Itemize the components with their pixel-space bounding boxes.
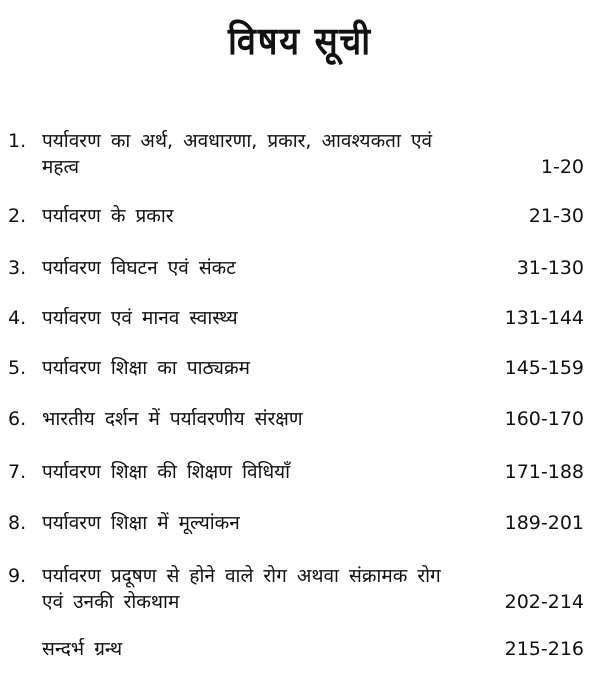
- entry-title: पर्यावरण एवं मानव स्वास्थ्य: [42, 307, 238, 329]
- entry-pages: 160-170: [504, 408, 584, 430]
- entry-title: सन्दर्भ ग्रन्थ: [42, 638, 123, 660]
- entry-pages: 31-130: [516, 257, 584, 279]
- entry-number: 5.: [8, 357, 27, 379]
- entry-number: 4.: [8, 307, 27, 329]
- entry-title: पर्यावरण शिक्षा की शिक्षण विधियाँ: [42, 461, 291, 483]
- entry-pages: 189-201: [504, 512, 584, 534]
- entry-pages: 215-216: [504, 638, 584, 660]
- entry-title: पर्यावरण प्रदूषण से होने वाले रोग अथवा संक्रामक रोग: [42, 565, 441, 587]
- entry-title-continued: महत्व: [42, 156, 80, 178]
- entry-pages: 21-30: [528, 205, 584, 227]
- entry-pages: 145-159: [504, 357, 584, 379]
- entry-pages: 202-214: [504, 591, 584, 613]
- entry-number: 1.: [8, 130, 27, 152]
- entry-number: 6.: [8, 408, 27, 430]
- entry-title: पर्यावरण शिक्षा का पाठ्यक्रम: [42, 357, 250, 379]
- entry-pages: 171-188: [504, 461, 584, 483]
- entry-number: 3.: [8, 257, 27, 279]
- entry-number: 2.: [8, 205, 27, 227]
- entry-title: पर्यावरण के प्रकार: [42, 205, 174, 227]
- entry-number: 8.: [8, 512, 27, 534]
- entry-title: भारतीय दर्शन में पर्यावरणीय संरक्षण: [42, 408, 303, 430]
- entry-pages: 131-144: [504, 307, 584, 329]
- entry-title: पर्यावरण का अर्थ, अवधारणा, प्रकार, आवश्यकता एवं: [42, 130, 433, 152]
- entry-number: 7.: [8, 461, 27, 483]
- entry-title: पर्यावरण विघटन एवं संकट: [42, 257, 236, 279]
- entry-title: पर्यावरण शिक्षा में मूल्यांकन: [42, 512, 240, 534]
- entry-pages: 1-20: [540, 156, 584, 178]
- entry-title-continued: एवं उनकी रोकथाम: [42, 591, 180, 613]
- entry-number: 9.: [8, 565, 27, 587]
- page-title: विषय सूची: [228, 19, 372, 63]
